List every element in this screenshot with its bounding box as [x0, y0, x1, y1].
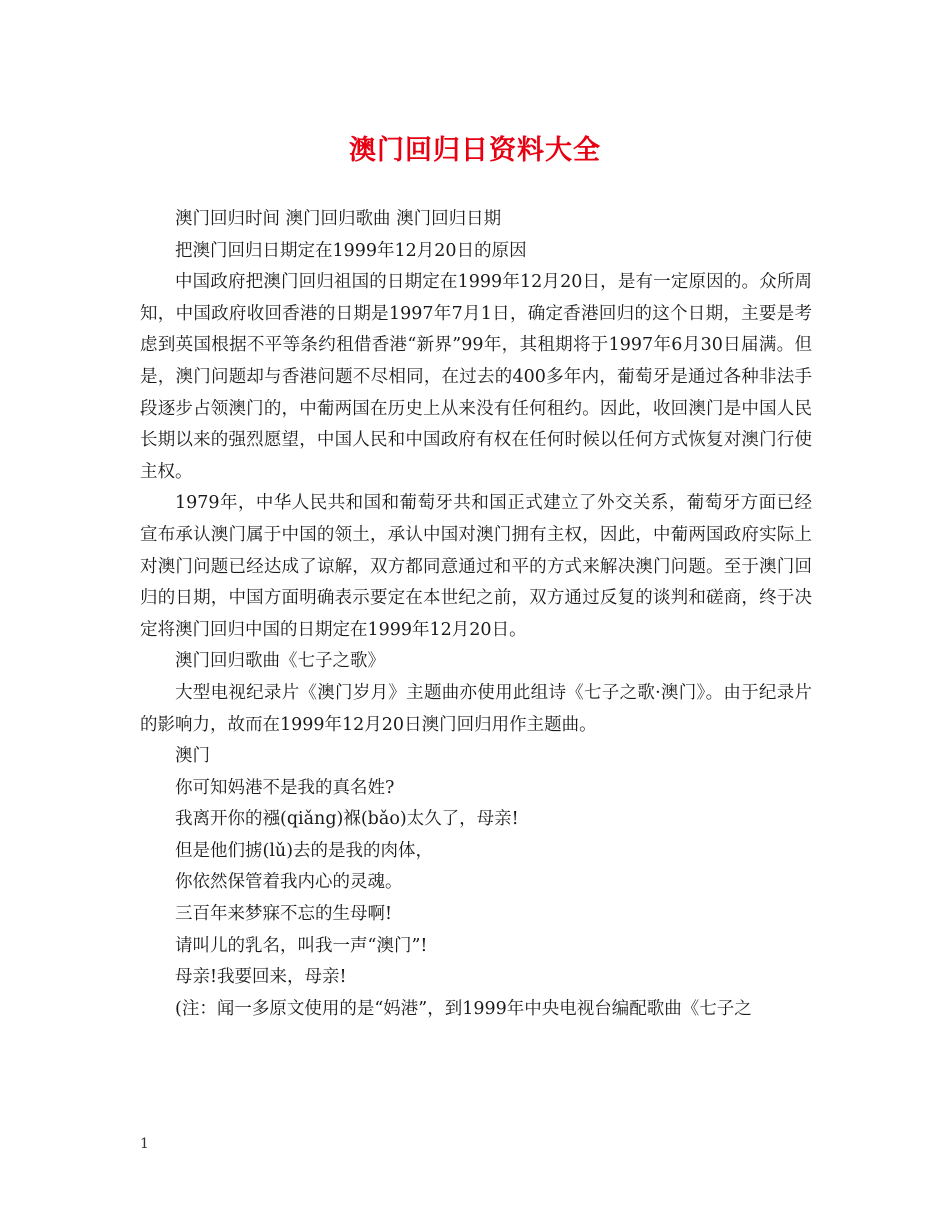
poem-line: 你可知妈港不是我的真名姓?: [175, 777, 395, 798]
paragraph-heading-song: 澳门回归歌曲《七子之歌》: [175, 651, 385, 672]
poem-title: 澳门: [175, 746, 210, 767]
document-title: 澳门回归日资料大全: [349, 135, 601, 166]
poem-line: 请叫儿的乳名，叫我一声“澳门”!: [175, 935, 428, 956]
paragraph-reason-1: 中国政府把澳门回归祖国的日期定在1999年12月20日，是有一定原因的。众所周知，中国政府收回香港的日期是1997年7月1日，确定香港回归的这个日期，主要是考虑到英国根据不平等条约租借香港“新界”99年，其租期将于1997年6月30日届满。但是，澳门问题却与香港问题不尽相同，在过去的400多年内，葡萄牙是通过各种非法手段逐步占领澳门的，中葡两国在历史上从来没有任何租约。因此，收回澳门是中国人民长期以来的强烈愿望，中国人民和中国政府有权在任何时候以任何方式恢复对澳门行使主权。: [140, 272, 812, 482]
paragraph-heading-reason: 把澳门回归日期定在1999年12月20日的原因: [175, 240, 527, 261]
document-body: [140, 204, 812, 1025]
poem-line: 你依然保管着我内心的灵魂。: [175, 872, 403, 893]
page-number: 1: [140, 1136, 149, 1152]
poem-line: 我离开你的襁(qiǎng)褓(bǎo)太久了，母亲!: [175, 809, 519, 830]
poem-line: 母亲!我要回来，母亲!: [175, 967, 347, 988]
paragraph-note: (注：闻一多原文使用的是“妈港”，到1999年中央电视台编配歌曲《七子之: [175, 998, 752, 1019]
paragraph-keywords: 澳门回归时间 澳门回归歌曲 澳门回归日期: [175, 209, 502, 229]
poem-line: 但是他们掳(lǔ)去的是我的肉体，: [175, 840, 434, 861]
poem-line: 三百年来梦寐不忘的生母啊!: [175, 904, 393, 925]
paragraph-reason-2: 1979年，中华人民共和国和葡萄牙共和国正式建立了外交关系，葡萄牙方面已经宣布承认澳门属于中国的领土，承认中国对澳门拥有主权，因此，中葡两国政府实际上对澳门问题已经达成了谅解，双方都同意通过和平的方式来解决澳门问题。至于澳门回归的日期，中国方面明确表示要定在本世纪之前，双方通过反复的谈判和磋商，终于决定将澳门回归中国的日期定在1999年12月20日。: [140, 493, 812, 640]
paragraph-song-intro: 大型电视纪录片《澳门岁月》主题曲亦使用此组诗《七子之歌·澳门》。由于纪录片的影响力，故而在1999年12月20日澳门回归用作主题曲。: [140, 682, 812, 735]
